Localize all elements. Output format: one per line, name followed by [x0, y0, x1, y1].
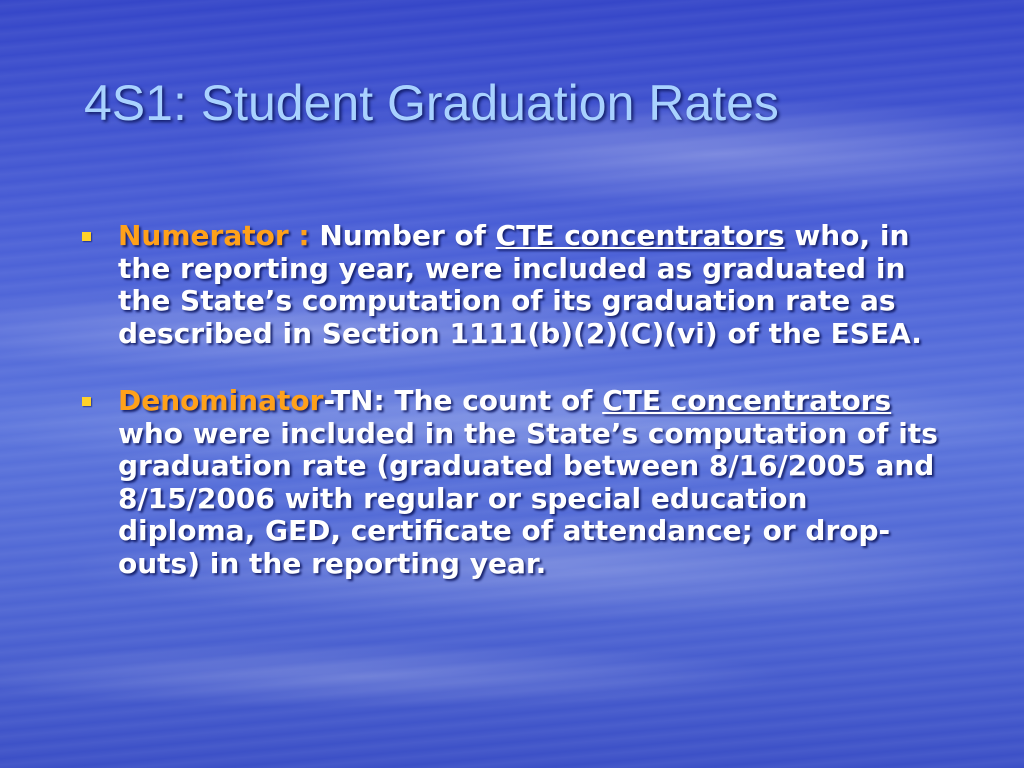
numerator-text-intro: Number of	[309, 219, 496, 252]
cte-concentrators-link[interactable]: CTE concentrators	[602, 384, 892, 417]
denominator-text: who were included in the State’s computation of its graduation rate (graduated between 8/16/2005 and 8/15/2006 with regular or special education diploma, GED, certificate of attendance; or drop-outs) in the reporting year.	[118, 416, 938, 580]
numerator-term: Numerator :	[118, 219, 310, 252]
bullet-numerator	[80, 220, 940, 350]
numerator-text: who, in the reporting year, were included as graduated in the State’s computation of its graduation rate as described in Section 1111(b)(2)(C)(vi) of the ESEA.	[118, 219, 922, 350]
cte-concentrators-link[interactable]: CTE concentrators	[495, 219, 785, 252]
denominator-text-intro: -TN: The count of	[323, 384, 603, 417]
square-bullet-icon	[82, 232, 91, 241]
slide-title: 4S1: Student Graduation Rates	[84, 75, 779, 131]
bullet-list	[80, 220, 940, 580]
bullet-denominator	[80, 385, 940, 580]
square-bullet-icon	[82, 397, 91, 406]
denominator-term: Denominator	[118, 384, 324, 417]
